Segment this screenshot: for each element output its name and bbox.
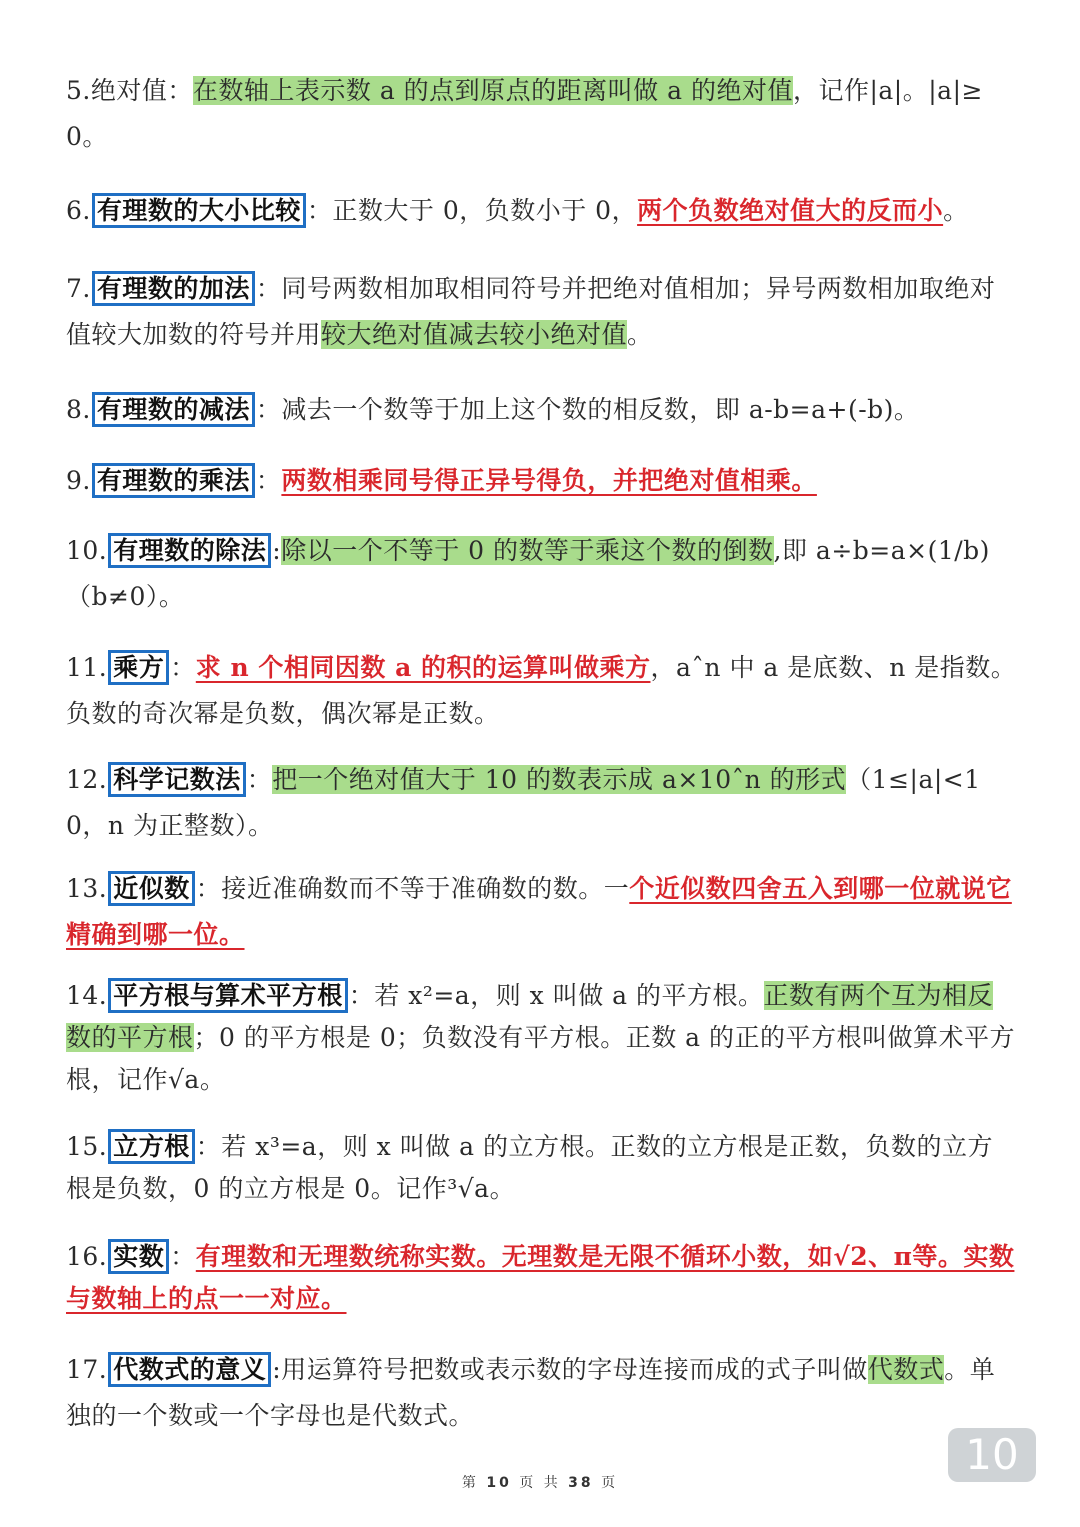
body-text: ：同号两数相加取相同符号并把绝对值相加；异号两数相加取绝对值较大加数的符号并用 xyxy=(66,274,996,349)
footer-text: 第 xyxy=(461,1475,479,1491)
item-6 xyxy=(66,188,1018,234)
item-number: 12. xyxy=(66,765,108,794)
body-text: ：正数大于 0，负数小于 0， xyxy=(306,196,638,225)
item-12 xyxy=(66,757,1018,849)
key-point-text: 两数相乘同号得正异号得负，并把绝对值相乘。 xyxy=(281,466,817,495)
body-text: ，aˆn 中 a 是底数、n 是指数。负数的奇次幂是负数，偶次幂是正数。 xyxy=(66,653,1017,728)
item-number: 17. xyxy=(66,1355,108,1384)
term-box: 立方根 xyxy=(108,1129,195,1164)
body-text: ： xyxy=(255,466,282,495)
item-number: 16. xyxy=(66,1242,108,1271)
highlight-text: 较大绝对值减去较小绝对值 xyxy=(321,320,628,349)
term-box: 有理数的除法 xyxy=(108,533,271,568)
body-text: :用运算符号把数或表示数的字母连接而成的式子叫做 xyxy=(272,1355,868,1384)
footer-page-number: 10 xyxy=(486,1475,512,1491)
body-text: ，记作|a|。|a|≥0。 xyxy=(66,76,983,151)
item-number: 6. xyxy=(66,196,91,225)
term-box: 实数 xyxy=(108,1239,169,1274)
highlight-text: 把一个绝对值大于 10 的数表示成 a×10ˆn 的形式 xyxy=(272,765,847,794)
body-text: （1≤|a|<10，n 为正整数）。 xyxy=(66,765,981,840)
body-text: ： xyxy=(170,653,196,682)
term-box: 近似数 xyxy=(108,871,195,906)
item-14 xyxy=(66,975,1018,1101)
highlight-text: 除以一个不等于 0 的数等于乘这个数的倒数 xyxy=(281,536,774,565)
highlight-text: 代数式 xyxy=(867,1355,945,1384)
highlight-text: 在数轴上表示数 a 的点到原点的距离叫做 a 的绝对值 xyxy=(192,76,793,105)
body-text: ：接近准确数而不等于准确数的数。一 xyxy=(195,874,630,903)
item-5 xyxy=(66,68,1018,160)
key-point-text: 有理数和无理数统称实数。无理数是无限不循环小数，如√2、π等。实数与数轴上的点一一对应。 xyxy=(66,1242,1015,1313)
item-number: 13. xyxy=(66,874,108,903)
term-box: 有理数的减法 xyxy=(92,392,255,427)
body-text: : xyxy=(272,536,282,565)
body-text: 。 xyxy=(627,320,653,349)
item-number: 11. xyxy=(66,653,108,682)
body-text: ： xyxy=(246,765,273,794)
item-16 xyxy=(66,1236,1018,1320)
item-13 xyxy=(66,866,1018,958)
term-box: 有理数的乘法 xyxy=(92,463,255,498)
item-7 xyxy=(66,266,1018,358)
item-15 xyxy=(66,1126,1018,1210)
item-number: 8. xyxy=(66,395,91,424)
term-label: 绝对值： xyxy=(90,76,193,105)
item-number: 9. xyxy=(66,466,91,495)
item-number: 14. xyxy=(66,981,108,1010)
item-number: 7. xyxy=(66,274,91,303)
key-point-text: 个近似数四舍五入到哪一位就说它精确到哪一位。 xyxy=(66,874,1012,949)
page-footer xyxy=(0,1472,1080,1492)
item-10 xyxy=(66,528,1018,620)
body-text: ；0 的平方根是 0；负数没有平方根。正数 a 的正的平方根叫做算术平方根，记作√a。 xyxy=(66,1023,1016,1094)
body-text: 。 xyxy=(943,196,969,225)
item-number: 5. xyxy=(66,76,91,105)
term-box: 有理数的大小比较 xyxy=(92,193,306,228)
body-text: ：若 x³=a，则 x 叫做 a 的立方根。正数的立方根是正数，负数的立方根是负数，0 的立方根是 0。记作³√a。 xyxy=(66,1132,993,1203)
term-box: 平方根与算术平方根 xyxy=(108,978,348,1013)
term-box: 有理数的加法 xyxy=(92,271,255,306)
item-11 xyxy=(66,645,1018,737)
body-text: ：若 x²=a，则 x 叫做 a 的平方根。 xyxy=(348,981,764,1010)
footer-total-pages: 38 xyxy=(568,1475,594,1491)
item-number: 10. xyxy=(66,536,108,565)
body-text: ： xyxy=(170,1242,196,1271)
body-text: 。单独的一个数或一个字母也是代数式。 xyxy=(66,1355,996,1430)
term-box: 科学记数法 xyxy=(108,762,246,797)
item-17 xyxy=(66,1347,1018,1439)
key-point-text: 求 n 个相同因数 a 的积的运算叫做乘方 xyxy=(195,653,651,682)
item-8 xyxy=(66,387,1018,433)
footer-text: 页 共 xyxy=(519,1475,561,1491)
key-point-text: 两个负数绝对值大的反而小 xyxy=(637,196,944,225)
highlight-text: 正数有两个互为相反数的平方根 xyxy=(66,981,994,1052)
body-text: ：减去一个数等于加上这个数的相反数，即 a-b=a+(-b)。 xyxy=(255,395,920,424)
item-9 xyxy=(66,458,1018,504)
term-box: 乘方 xyxy=(108,650,169,685)
body-text: ,即 a÷b=a×(1/b)（b≠0）。 xyxy=(66,536,990,611)
term-box: 代数式的意义 xyxy=(108,1352,271,1387)
page-number-badge: 10 xyxy=(948,1428,1036,1482)
footer-text: 页 xyxy=(601,1475,619,1491)
item-number: 15. xyxy=(66,1132,108,1161)
